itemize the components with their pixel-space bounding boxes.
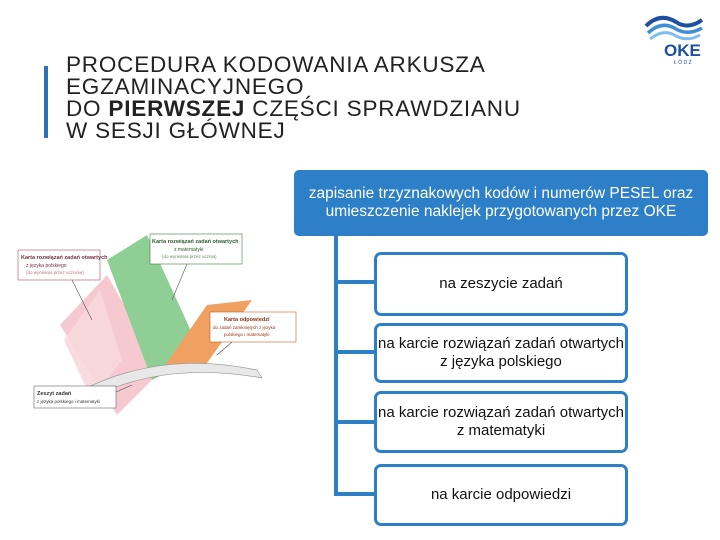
- svg-text:polskiego i matematyki: polskiego i matematyki: [224, 332, 270, 337]
- item-label: na karcie rozwiązań zadań otwartych z matematyki: [378, 404, 624, 439]
- title-line-2: EGZAMINACYJNEGO: [66, 74, 305, 99]
- svg-text:z matematyki: z matematyki: [174, 247, 204, 253]
- item-label: na karcie odpowiedzi: [430, 486, 572, 503]
- item-box-polish-sheet: [374, 323, 628, 383]
- item-box-booklet: [374, 252, 628, 316]
- svg-text:Karta rozwiązań zadań otwartyc: Karta rozwiązań zadań otwartych: [152, 239, 239, 245]
- tree-connector-h3: [334, 420, 376, 424]
- item-label: na zeszycie zadań: [439, 275, 563, 292]
- title-emphasis: PIERWSZEJ: [108, 96, 246, 121]
- item-label: na karcie rozwiązań zadań otwartych z języka polskiego: [378, 335, 624, 370]
- svg-text:(do wyrwania przez ucznia): (do wyrwania przez ucznia): [162, 254, 217, 259]
- svg-text:Karta odpowiedzi: Karta odpowiedzi: [224, 317, 270, 323]
- svg-text:z języka polskiego i matematyk: z języka polskiego i matematyki: [37, 399, 101, 404]
- logo-text: OKE: [664, 41, 701, 60]
- logo-subtext: Ł Ó D Ź: [674, 60, 692, 66]
- title-line-1: PROCEDURA KODOWANIA ARKUSZA: [66, 52, 486, 77]
- page-title: [66, 54, 666, 142]
- tree-connector-h2: [334, 350, 376, 354]
- coding-procedure-label: zapisanie trzyznakowych kodów i numerów PESEL oraz umieszczenie naklejek przygotowanych przez OKE: [308, 184, 694, 220]
- svg-text:Zeszyt zadań: Zeszyt zadań: [37, 391, 72, 397]
- coding-procedure-box: [294, 170, 708, 236]
- item-box-answer-sheet: [374, 464, 628, 526]
- oke-logo: [636, 6, 714, 66]
- item-box-math-sheet: [374, 391, 628, 453]
- svg-text:(do wyrwania przez uczniów): (do wyrwania przez uczniów): [26, 270, 84, 275]
- title-line-4: W SESJI GŁÓWNEJ: [66, 118, 286, 143]
- answer-sheets-illustration: [12, 220, 302, 420]
- title-line-3: DO PIERWSZEJ CZĘŚCI SPRAWDZIANU: [66, 96, 521, 121]
- svg-text:Karta rozwiązań zadań otwartyc: Karta rozwiązań zadań otwartych: [21, 255, 108, 261]
- tree-connector-h4: [334, 492, 376, 496]
- svg-text:z języka polskiego: z języka polskiego: [26, 263, 67, 269]
- tree-connector-h1: [334, 280, 376, 284]
- tree-connector-vertical: [334, 236, 338, 496]
- svg-text:do zadań zamkniętych z języka: do zadań zamkniętych z języka: [213, 325, 276, 330]
- title-accent-bar: [44, 66, 48, 138]
